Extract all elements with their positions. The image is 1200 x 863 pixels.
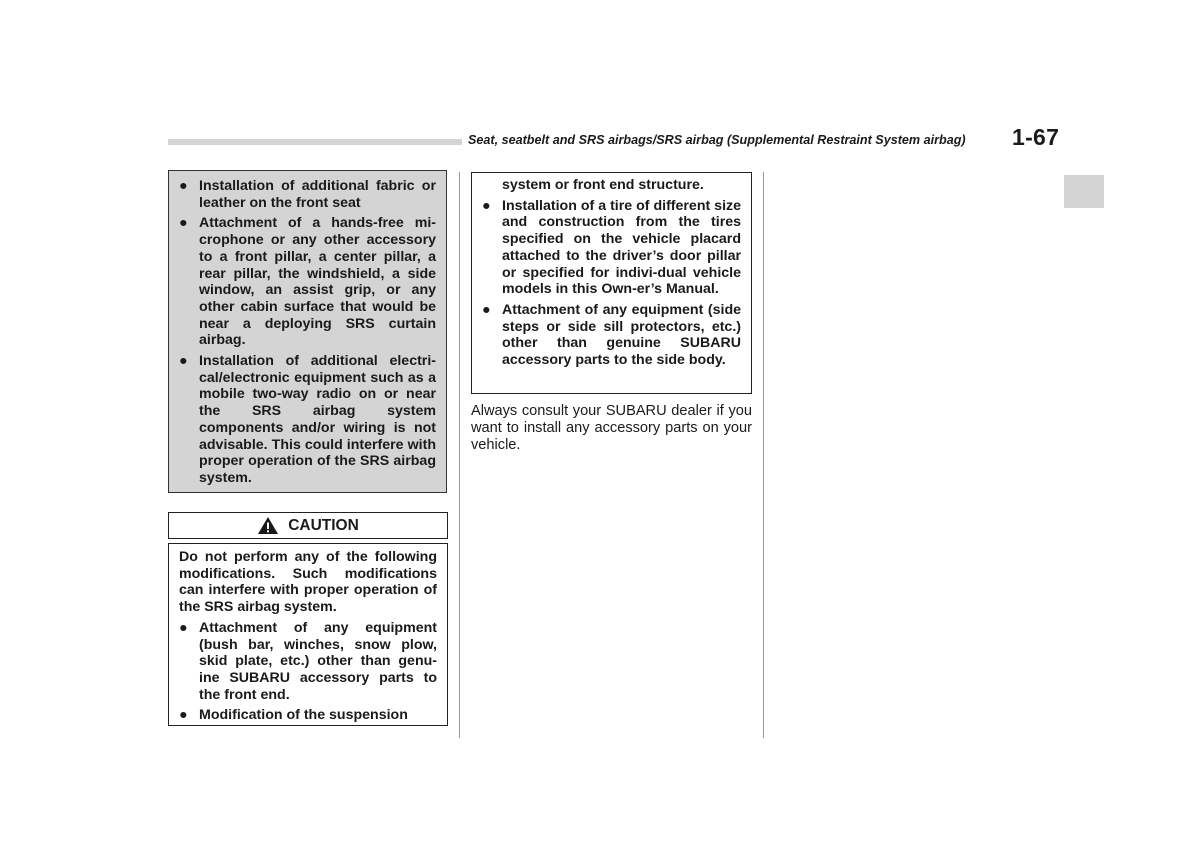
header-bar (168, 139, 462, 145)
bullet-icon: ● (179, 353, 188, 370)
list-item: ● Installation of a tire of different size and construction from the tires specified on the vehicle placard attached to the driver’s door pillar or specified for indivi-dual vehicle models in this Own-er’s Manual. (482, 197, 741, 298)
warning-list (179, 178, 436, 487)
body-paragraph: Always consult your SUBARU dealer if you want to install any accessory parts on your vehicle. (471, 403, 752, 453)
bullet-icon: ● (179, 215, 188, 232)
bullet-icon: ● (179, 178, 188, 194)
list-item: ● Attachment of a hands-free mi-crophone or any other accessory to a front pillar, a center pillar, a rear pillar, the windshield, a side window, an assist grip, or any other cabin surface that would be near a deploying SRS curtain airbag. (179, 215, 436, 349)
list-item: ● Attachment of any equipment (bush bar, winches, snow plow, skid plate, etc.) other than genu-ine SUBARU accessory parts to the front end. (179, 619, 437, 703)
caution-header (168, 512, 448, 539)
list-item: ● Attachment of any equipment (side steps or side sill protectors, etc.) other than genuine SUBARU accessory parts to the side body. (482, 301, 741, 369)
warning-triangle-icon (257, 516, 279, 535)
page-number: 1-67 (1012, 124, 1060, 150)
caution-box-continued (471, 172, 752, 394)
list-item: ● Installation of additional fabric or leather on the front seat (179, 178, 436, 211)
chapter-tab (1064, 175, 1104, 208)
bullet-icon: ● (179, 707, 188, 724)
bullet-icon: ● (482, 301, 491, 318)
bullet-icon: ● (482, 197, 491, 214)
section-title: Seat, seatbelt and SRS airbags/SRS airbag (Supplemental Restraint System airbag) (468, 133, 966, 147)
list-item: ● Modification of the suspension (179, 707, 408, 724)
column-divider-2 (763, 172, 764, 738)
caution-list (179, 620, 437, 724)
continued-lead: system or front end structure. (502, 177, 704, 193)
caution-intro: Do not perform any of the following modifications. Such modifications can interfere with proper operation of the SRS airbag system. (179, 549, 437, 616)
caution-list-continued (482, 198, 741, 369)
list-item: ● Installation of additional electri-cal/electronic equipment such as a mobile two-way radio on or near the SRS airbag system components and/or wiring is not advisable. This could interfere with proper operation of the SRS airbag system. (179, 353, 436, 486)
warning-box-gray (168, 170, 447, 493)
caution-label: CAUTION (288, 516, 359, 534)
caution-box (168, 543, 448, 726)
column-divider-1 (459, 172, 460, 738)
bullet-icon: ● (179, 619, 188, 636)
